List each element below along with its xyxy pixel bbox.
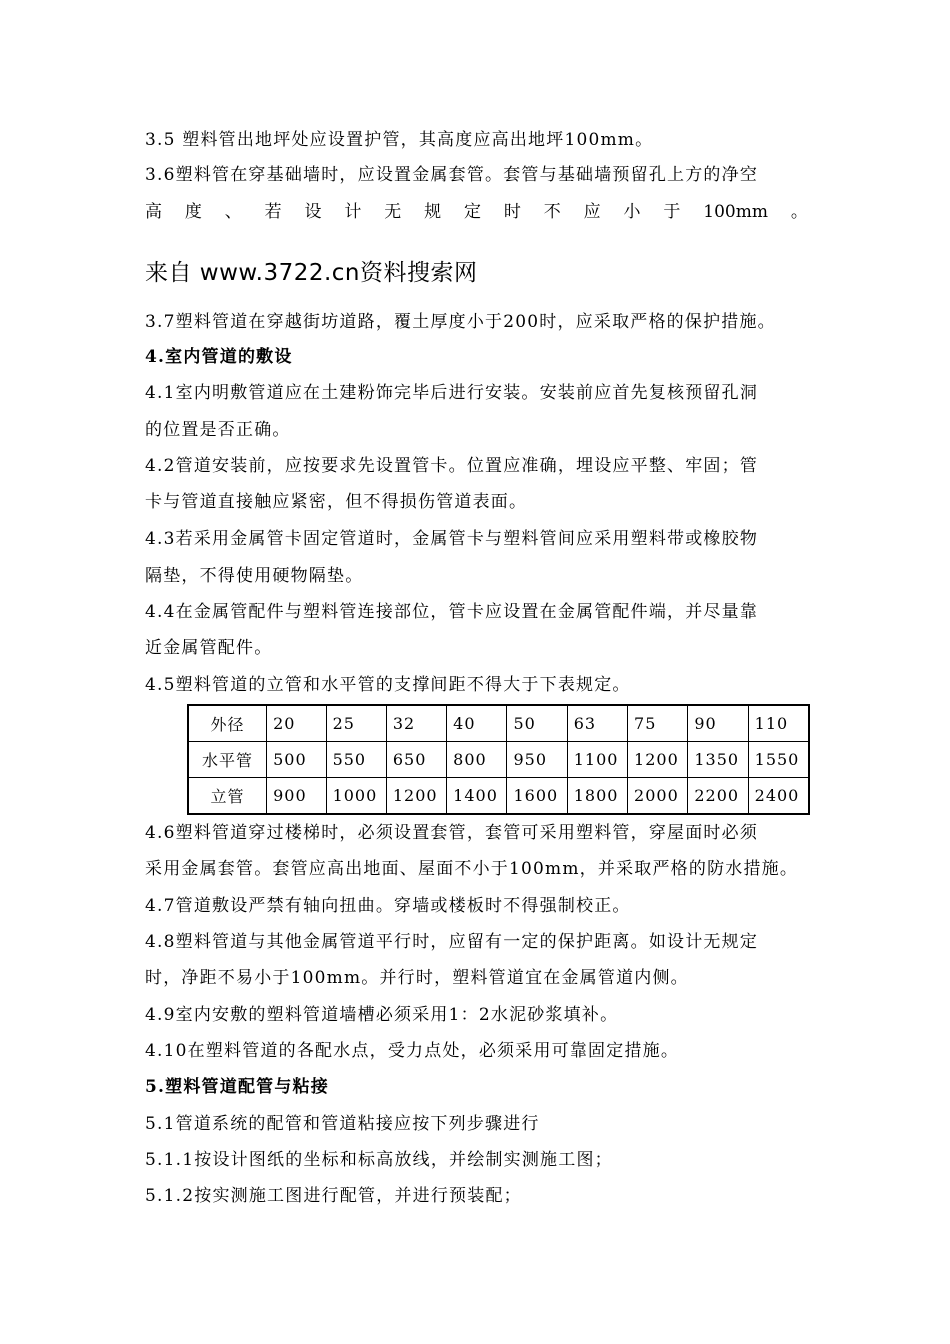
table-cell: 32 <box>386 705 446 742</box>
justified-char: 时 <box>503 202 521 222</box>
paragraph-4-6-line-2: 采用金属套管。套管应高出地面、屋面不小于100mm，并采取严格的防水措施。 <box>145 859 799 879</box>
paragraph-3-6-line-1: 3.6塑料管在穿基础墙时，应设置金属套管。套管与基础墙预留孔上方的净空 <box>145 165 759 185</box>
justified-char: 100mm <box>703 202 768 222</box>
table-cell: 水平管 <box>188 742 267 778</box>
justified-char: 于 <box>663 202 681 222</box>
watermark-text: 来自 www.3722.cn资料搜索网 <box>145 260 478 286</box>
justified-char: 。 <box>790 202 808 222</box>
table-cell: 50 <box>507 705 567 742</box>
justified-char: 计 <box>344 202 362 222</box>
justified-char: 度 <box>184 202 202 222</box>
table-cell: 1100 <box>567 742 627 778</box>
table-cell: 500 <box>267 742 326 778</box>
table-cell: 20 <box>267 705 326 742</box>
paragraph-4-5: 4.5塑料管道的立管和水平管的支撑间距不得大于下表规定。 <box>145 675 631 695</box>
justified-char: 无 <box>384 202 402 222</box>
justified-char: 不 <box>543 202 561 222</box>
table-cell: 900 <box>267 778 326 815</box>
table-cell: 1350 <box>688 742 748 778</box>
table-row <box>188 705 809 742</box>
justified-char: 若 <box>264 202 282 222</box>
table-cell: 1600 <box>507 778 567 815</box>
table-cell: 1200 <box>628 742 688 778</box>
table-cell: 立管 <box>188 778 267 815</box>
table-cell: 外径 <box>188 705 267 742</box>
paragraph-4-1-line-2: 的位置是否正确。 <box>145 420 291 440</box>
paragraph-4-9: 4.9室内安敷的塑料管道墙槽必须采用1：2水泥砂浆填补。 <box>145 1005 619 1025</box>
table-cell: 950 <box>507 742 567 778</box>
table-cell: 90 <box>688 705 748 742</box>
paragraph-4-4-line-1: 4.4在金属管配件与塑料管连接部位，管卡应设置在金属管配件端，并尽量靠 <box>145 602 759 622</box>
paragraph-4-8-line-1: 4.8塑料管道与其他金属管道平行时，应留有一定的保护距离。如设计无规定 <box>145 932 759 952</box>
paragraph-5-1: 5.1管道系统的配管和管道粘接应按下列步骤进行 <box>145 1114 540 1134</box>
paragraph-4-2-line-2: 卡与管道直接触应紧密，但不得损伤管道表面。 <box>145 492 528 512</box>
justified-char: 应 <box>583 202 601 222</box>
table-cell: 800 <box>447 742 507 778</box>
table-cell: 1800 <box>567 778 627 815</box>
paragraph-3-7: 3.7塑料管道在穿越街坊道路，覆土厚度小于200时，应采取严格的保护措施。 <box>145 312 776 332</box>
section-heading-5: 5.塑料管道配管与粘接 <box>145 1077 329 1097</box>
paragraph-4-3-line-2: 隔垫，不得使用硬物隔垫。 <box>145 566 364 586</box>
table-cell: 2200 <box>688 778 748 815</box>
justified-char: 规 <box>424 202 442 222</box>
paragraph-4-3-line-1: 4.3若采用金属管卡固定管道时，金属管卡与塑料管间应采用塑料带或橡胶物 <box>145 529 759 549</box>
paragraph-4-1-line-1: 4.1室内明敷管道应在土建粉饰完毕后进行安装。安装前应首先复核预留孔洞 <box>145 383 759 403</box>
paragraph-5-1-2: 5.1.2按实测施工图进行配管，并进行预装配； <box>145 1186 522 1206</box>
justified-char: 设 <box>304 202 322 222</box>
justified-char: 定 <box>464 202 481 222</box>
table-cell: 40 <box>447 705 507 742</box>
paragraph-4-6-line-1: 4.6塑料管道穿过楼梯时，必须设置套管，套管可采用塑料管，穿屋面时必须 <box>145 823 759 843</box>
paragraph-4-8-line-2: 时，净距不易小于100mm。并行时，塑料管道宜在金属管道内侧。 <box>145 968 689 988</box>
table-cell: 2400 <box>748 778 809 815</box>
paragraph-4-10: 4.10在塑料管道的各配水点，受力点处，必须采用可靠固定措施。 <box>145 1041 680 1061</box>
support-spacing-table <box>187 704 810 815</box>
paragraph-4-7: 4.7管道敷设严禁有轴向扭曲。穿墙或楼板时不得强制校正。 <box>145 896 631 916</box>
paragraph-4-4-line-2: 近金属管配件。 <box>145 638 273 658</box>
table-cell: 75 <box>628 705 688 742</box>
justified-char: 高 <box>145 202 162 222</box>
paragraph-3-6-line-2 <box>145 200 808 224</box>
table-row <box>188 778 809 815</box>
paragraph-3-5: 3.5 塑料管出地坪处应设置护管，其高度应高出地坪100mm。 <box>145 130 654 150</box>
section-heading-4: 4.室内管道的敷设 <box>145 347 293 367</box>
table-cell: 2000 <box>628 778 688 815</box>
table-cell: 1000 <box>326 778 386 815</box>
justified-char: 、 <box>224 202 242 222</box>
table-cell: 1550 <box>748 742 809 778</box>
paragraph-4-2-line-1: 4.2管道安装前，应按要求先设置管卡。位置应准确，埋设应平整、牢固；管 <box>145 456 759 476</box>
justified-char: 小 <box>623 202 641 222</box>
table-cell: 1200 <box>386 778 446 815</box>
paragraph-5-1-1: 5.1.1按设计图纸的坐标和标高放线，并绘制实测施工图； <box>145 1150 613 1170</box>
table-cell: 650 <box>386 742 446 778</box>
table-cell: 25 <box>326 705 386 742</box>
table-cell: 1400 <box>447 778 507 815</box>
table-cell: 550 <box>326 742 386 778</box>
table-cell: 110 <box>748 705 809 742</box>
table-cell: 63 <box>567 705 627 742</box>
table-row <box>188 742 809 778</box>
